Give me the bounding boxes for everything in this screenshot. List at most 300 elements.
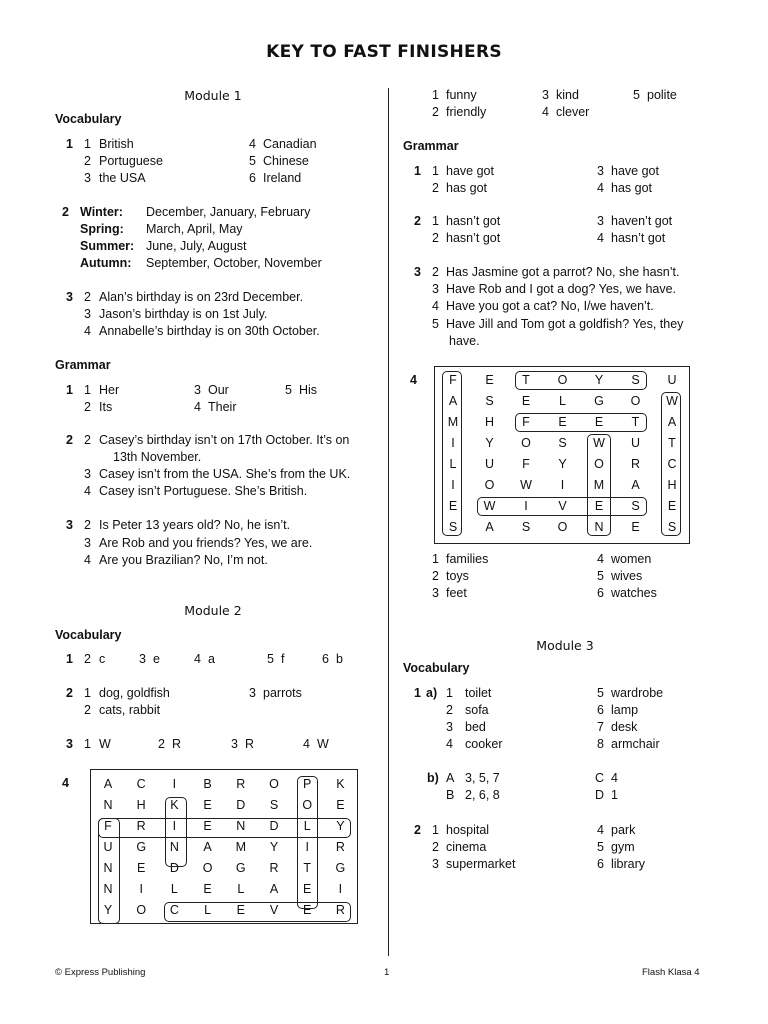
grid-letter: E — [594, 499, 604, 513]
grid-letter: E — [558, 415, 567, 429]
m1v-ex1-number: 1 — [66, 137, 73, 151]
grid-letter: I — [524, 499, 528, 513]
answer-text: friendly — [446, 105, 487, 119]
grid-letter: E — [203, 882, 212, 896]
grid-letter: O — [302, 798, 313, 812]
grid-letter: S — [667, 520, 677, 534]
m2-vocabulary-heading: Vocabulary — [55, 628, 122, 642]
m2-grammar-heading: Grammar — [403, 139, 459, 153]
grid-letter: L — [449, 457, 457, 471]
grid-letter: W — [520, 478, 532, 492]
grid-letter: F — [522, 457, 530, 471]
m3v-ex1-number: 1 — [414, 686, 421, 700]
grid-letter: I — [338, 882, 343, 896]
grid-letter: O — [557, 520, 568, 534]
m1g-ex2-number: 2 — [66, 433, 73, 447]
grid-letter: I — [139, 882, 143, 896]
m3v-ex1-part-a: a) — [426, 686, 438, 700]
season-months: December, January, February — [146, 205, 311, 219]
answer-text: Has Jasmine got a parrot? No, she hasn’t. — [446, 265, 680, 279]
grid-letter: E — [203, 819, 212, 833]
grid-letter: A — [485, 520, 494, 534]
grid-letter: C — [169, 903, 179, 917]
answer-text-continued: have. — [449, 334, 480, 348]
grid-letter: A — [203, 840, 212, 854]
grid-letter: M — [447, 415, 459, 429]
answer-num: 5 — [597, 840, 604, 854]
grid-letter: T — [522, 373, 530, 387]
answer-text: Jason’s birthday is on 1st July. — [99, 307, 268, 321]
answer-text: 4 — [611, 771, 618, 785]
answer-num: 4 — [597, 231, 604, 245]
answer-text: Have Rob and I got a dog? Yes, we have. — [446, 282, 677, 296]
m3-vocabulary-heading: Vocabulary — [403, 661, 470, 675]
answer-num: 5 — [633, 88, 640, 102]
answer-num: 4 — [194, 400, 201, 414]
m2v-ex3-number: 3 — [66, 737, 73, 751]
answer-num: 5 — [267, 652, 274, 666]
season-label: Spring: — [80, 222, 124, 236]
answer-num: 4 — [597, 181, 604, 195]
answer-num: 6 — [322, 652, 329, 666]
grid-letter: I — [172, 777, 177, 791]
answer-num: 5 — [597, 686, 604, 700]
answer-text: W — [99, 737, 111, 751]
answer-text: Our — [208, 383, 229, 397]
answer-num: 2 — [84, 652, 91, 666]
answer-num: C — [595, 771, 605, 785]
grid-letter: S — [448, 520, 458, 534]
answer-num: 4 — [597, 823, 604, 837]
answer-num: 3 — [84, 171, 91, 185]
answer-num: 3 — [542, 88, 549, 102]
grid-letter: M — [235, 840, 246, 854]
answer-num: 4 — [432, 299, 439, 313]
answer-text: hospital — [446, 823, 490, 837]
grid-letter: A — [269, 882, 279, 896]
answer-text: His — [299, 383, 318, 397]
season-months: March, April, May — [146, 222, 243, 236]
answer-num: 2 — [84, 518, 91, 532]
answer-text: parrots — [263, 686, 302, 700]
grid-letter: O — [269, 777, 279, 791]
answer-num: 3 — [597, 164, 604, 178]
answer-text: cats, rabbit — [99, 703, 161, 717]
grid-letter: M — [593, 478, 605, 492]
grid-letter: I — [560, 478, 565, 492]
grid-letter: F — [522, 415, 530, 429]
grid-letter: E — [485, 373, 494, 387]
answer-text: has got — [446, 181, 488, 195]
answer-text: dog, goldfish — [99, 686, 170, 700]
footer-page-number: 1 — [384, 967, 390, 978]
answer-text: have got — [446, 164, 494, 178]
answer-text: f — [281, 652, 285, 666]
module-1-heading: Module 1 — [184, 88, 242, 103]
answer-num: 2 — [432, 231, 439, 245]
grid-letter: W — [483, 499, 496, 513]
answer-text: armchair — [611, 737, 660, 751]
grid-letter: N — [236, 819, 246, 833]
grid-letter: I — [451, 478, 455, 492]
answer-text: R — [172, 737, 182, 751]
answer-num: 2 — [84, 290, 91, 304]
m2v-ex1-number: 1 — [66, 652, 73, 666]
answer-num: 1 — [446, 686, 453, 700]
answer-num: 1 — [432, 214, 439, 228]
grid-letter: E — [336, 798, 345, 812]
grid-letter: L — [237, 882, 245, 896]
answer-num: 4 — [249, 137, 256, 151]
answer-text: cooker — [465, 737, 503, 751]
grid-letter: E — [236, 903, 245, 917]
answer-text: 3, 5, 7 — [465, 771, 500, 785]
season-months: September, October, November — [146, 256, 322, 270]
grid-letter: D — [269, 819, 279, 833]
word-search-grid-adjectives — [90, 769, 358, 924]
grid-letter: Y — [103, 903, 113, 917]
grid-letter: W — [666, 394, 678, 408]
answer-text: kind — [556, 88, 579, 102]
answer-text: gym — [611, 840, 635, 854]
answer-text: Ireland — [263, 171, 302, 185]
answer-num: 3 — [194, 383, 201, 397]
found-word-highlight — [587, 434, 611, 536]
answer-num: 1 — [84, 686, 91, 700]
answer-num: 3 — [84, 536, 91, 550]
grid-letter: U — [630, 436, 641, 450]
grid-letter: U — [484, 457, 495, 471]
grid-letter: T — [668, 436, 676, 450]
page-title: KEY TO FAST FINISHERS — [266, 42, 502, 62]
grid-letter: O — [202, 861, 213, 875]
grid-letter: B — [203, 777, 212, 791]
grid-letter: E — [303, 882, 312, 896]
grid-letter: I — [305, 840, 309, 854]
answer-num: 3 — [432, 857, 439, 871]
grid-letter: E — [667, 499, 677, 513]
module-3-heading: Module 3 — [536, 638, 594, 653]
grid-letter: O — [136, 903, 147, 917]
grid-letter: L — [170, 882, 178, 896]
answer-text: lamp — [611, 703, 639, 717]
grid-letter: T — [631, 415, 640, 429]
season-label: Winter: — [80, 205, 123, 219]
answer-num: 3 — [231, 737, 238, 751]
answer-text: sofa — [465, 703, 489, 717]
answer-num: 4 — [303, 737, 310, 751]
grid-letter: I — [172, 819, 177, 833]
column-divider — [388, 88, 389, 956]
answer-num: 2 — [84, 703, 91, 717]
answer-num: 1 — [432, 164, 439, 178]
answer-text: women — [611, 552, 652, 566]
grid-letter: T — [303, 861, 311, 875]
grid-letter: G — [594, 394, 604, 408]
answer-num: 3 — [432, 282, 439, 296]
answer-num: 1 — [84, 737, 91, 751]
answer-text: haven’t got — [611, 214, 673, 228]
grid-letter: R — [335, 840, 345, 854]
m3v-ex2-number: 2 — [414, 823, 421, 837]
grid-letter: Y — [594, 373, 604, 387]
grid-letter: W — [593, 436, 605, 450]
answer-text: Is Peter 13 years old? No, he isn’t. — [99, 518, 291, 532]
answer-text: hasn’t got — [446, 214, 501, 228]
season-months: June, July, August — [146, 239, 247, 253]
answer-num: 2 — [432, 569, 439, 583]
answer-num: 2 — [446, 703, 453, 717]
m2v-ex4-number: 4 — [62, 776, 69, 790]
grid-letter: R — [269, 861, 279, 875]
answer-num: 2 — [432, 840, 439, 854]
answer-text: R — [245, 737, 255, 751]
grid-letter: D — [169, 861, 179, 875]
grid-letter: O — [521, 436, 531, 450]
answer-num: 3 — [84, 467, 91, 481]
answer-num: 1 — [84, 383, 91, 397]
grid-letter: K — [170, 798, 179, 812]
answer-text: Alan’s birthday is on 23rd December. — [99, 290, 304, 304]
grid-letter: N — [103, 882, 113, 896]
grid-letter: S — [631, 499, 640, 513]
answer-num: 5 — [432, 317, 439, 331]
grid-letter: O — [484, 478, 495, 492]
grid-letter: A — [103, 777, 113, 791]
grid-letter: K — [336, 777, 345, 791]
answer-num: 2 — [432, 105, 439, 119]
answer-num: 4 — [446, 737, 453, 751]
answer-text: have got — [611, 164, 659, 178]
answer-text: feet — [446, 586, 467, 600]
answer-text: Have you got a cat? No, I/we haven’t. — [446, 299, 654, 313]
answer-num: 8 — [597, 737, 604, 751]
answer-text: hasn’t got — [446, 231, 501, 245]
answer-text: b — [336, 652, 343, 666]
grid-letter: H — [667, 478, 677, 492]
grid-letter: A — [631, 478, 640, 492]
answer-num: 4 — [542, 105, 549, 119]
footer-book-title: Flash Klasa 4 — [642, 967, 700, 978]
answer-num: 2 — [84, 400, 91, 414]
answer-text: 2, 6, 8 — [465, 788, 500, 802]
answer-text: e — [153, 652, 160, 666]
grid-letter: S — [521, 520, 531, 534]
answer-text: Her — [99, 383, 120, 397]
word-search-grid-plurals — [434, 366, 690, 544]
m2g-ex2-number: 2 — [414, 214, 421, 228]
answer-text: Portuguese — [99, 154, 163, 168]
grid-letter: G — [235, 861, 246, 875]
answer-text: clever — [556, 105, 590, 119]
m2v-ex2-number: 2 — [66, 686, 73, 700]
grid-letter: D — [236, 798, 246, 812]
answer-num: 6 — [597, 586, 604, 600]
answer-num: 4 — [597, 552, 604, 566]
found-word-highlight — [442, 371, 462, 536]
grid-letter: S — [631, 373, 640, 387]
answer-text: desk — [611, 720, 638, 734]
answer-num: 5 — [597, 569, 604, 583]
grid-letter: S — [558, 436, 567, 450]
answer-text: cinema — [446, 840, 487, 854]
m1-grammar-heading: Grammar — [55, 358, 111, 372]
grid-letter: O — [594, 457, 604, 471]
m2g-ex4-number: 4 — [410, 373, 417, 387]
answer-text: funny — [446, 88, 477, 102]
grid-letter: S — [485, 394, 494, 408]
m1-vocabulary-heading: Vocabulary — [55, 112, 122, 126]
answer-num: 4 — [84, 324, 91, 338]
grid-letter: L — [559, 394, 566, 408]
answer-text: the USA — [99, 171, 146, 185]
grid-letter: R — [136, 819, 146, 833]
m1g-ex1-number: 1 — [66, 383, 73, 397]
answer-text: Their — [208, 400, 237, 414]
grid-letter: G — [136, 840, 147, 854]
answer-text: Are you Brazilian? No, I’m not. — [99, 553, 268, 567]
grid-letter: G — [335, 861, 346, 875]
found-word-highlight — [98, 818, 351, 838]
found-word-highlight — [297, 776, 318, 909]
grid-letter: O — [630, 394, 641, 408]
answer-text: polite — [647, 88, 677, 102]
answer-num: 6 — [597, 703, 604, 717]
grid-letter: S — [269, 798, 279, 812]
season-label: Autumn: — [80, 256, 132, 270]
grid-letter: U — [667, 373, 677, 387]
grid-letter: U — [103, 840, 113, 854]
answer-num: 2 — [84, 154, 91, 168]
module-2-heading: Module 2 — [184, 603, 242, 618]
answer-num: 4 — [84, 484, 91, 498]
answer-text: supermarket — [446, 857, 516, 871]
grid-letter: V — [558, 499, 567, 513]
answer-text: 1 — [611, 788, 618, 802]
answer-num: 4 — [194, 652, 201, 666]
answer-num: 5 — [249, 154, 256, 168]
answer-num: 6 — [249, 171, 256, 185]
found-word-highlight — [661, 392, 681, 536]
m2g-ex3-number: 3 — [414, 265, 421, 279]
m1v-ex3-number: 3 — [66, 290, 73, 304]
answer-num: B — [446, 788, 455, 802]
grid-letter: Y — [336, 819, 345, 833]
grid-letter: N — [169, 840, 179, 854]
answer-text: Casey isn’t from the USA. She’s from the UK. — [99, 467, 351, 481]
answer-text: library — [611, 857, 646, 871]
grid-letter: H — [484, 415, 495, 429]
grid-letter: Y — [558, 457, 567, 471]
answer-text: c — [99, 652, 106, 666]
grid-letter: N — [103, 861, 113, 875]
answer-text: Casey isn’t Portuguese. She’s British. — [99, 484, 308, 498]
answer-text: Casey’s birthday isn’t on 17th October. It’s on — [99, 433, 350, 447]
answer-num: 3 — [249, 686, 256, 700]
answer-text: park — [611, 823, 636, 837]
season-label: Summer: — [80, 239, 135, 253]
found-word-highlight — [477, 497, 647, 516]
answer-text: Chinese — [263, 154, 309, 168]
answer-num: 1 — [432, 552, 439, 566]
grid-letter: O — [557, 373, 568, 387]
grid-letter: P — [303, 777, 312, 791]
grid-letter: R — [236, 777, 246, 791]
grid-letter: E — [594, 415, 604, 429]
m1v-ex2-number: 2 — [62, 205, 69, 219]
answer-text: Its — [99, 400, 113, 414]
grid-letter: A — [667, 415, 677, 429]
answer-num: 4 — [84, 553, 91, 567]
answer-text: hasn’t got — [611, 231, 666, 245]
answer-text: wives — [611, 569, 643, 583]
grid-letter: C — [136, 777, 146, 791]
grid-letter: R — [630, 457, 641, 471]
grid-letter: I — [451, 436, 455, 450]
answer-num: 1 — [84, 137, 91, 151]
answer-num: D — [595, 788, 605, 802]
answer-num: A — [446, 771, 455, 785]
answer-text: toys — [446, 569, 469, 583]
answer-text: toilet — [465, 686, 492, 700]
grid-letter: E — [448, 499, 458, 513]
answer-text: families — [446, 552, 489, 566]
answer-num: 2 — [84, 433, 91, 447]
grid-letter: R — [335, 903, 345, 917]
answer-text-continued: 13th November. — [113, 450, 202, 464]
answer-num: 7 — [597, 720, 604, 734]
answer-num: 1 — [432, 88, 439, 102]
answer-text: wardrobe — [611, 686, 664, 700]
answer-num: 3 — [597, 214, 604, 228]
answer-num: 3 — [432, 586, 439, 600]
m3v-ex1-part-b: b) — [427, 771, 439, 785]
grid-letter: E — [303, 903, 312, 917]
answer-text: bed — [465, 720, 486, 734]
answer-text: has got — [611, 181, 653, 195]
grid-letter: V — [269, 903, 279, 917]
answer-num: 3 — [139, 652, 146, 666]
grid-letter: E — [521, 394, 531, 408]
grid-letter: H — [136, 798, 146, 812]
grid-letter: N — [103, 798, 113, 812]
answer-num: 1 — [432, 823, 439, 837]
answer-num: 2 — [432, 265, 439, 279]
found-word-highlight — [515, 413, 647, 432]
answer-text: Canadian — [263, 137, 317, 151]
grid-letter: N — [594, 520, 604, 534]
grid-letter: L — [303, 819, 311, 833]
answer-num: 2 — [432, 181, 439, 195]
answer-text: Annabelle’s birthday is on 30th October. — [99, 324, 320, 338]
answer-text: a — [208, 652, 215, 666]
footer-copyright: © Express Publishing — [55, 967, 146, 978]
answer-num: 6 — [597, 857, 604, 871]
grid-letter: A — [448, 394, 458, 408]
answer-text: Are Rob and you friends? Yes, we are. — [99, 536, 313, 550]
answer-text: watches — [611, 586, 657, 600]
grid-letter: E — [203, 798, 212, 812]
found-word-highlight — [515, 371, 647, 390]
grid-letter: Y — [485, 436, 494, 450]
answer-text: British — [99, 137, 134, 151]
answer-num: 2 — [158, 737, 165, 751]
grid-letter: E — [631, 520, 640, 534]
answer-num: 3 — [446, 720, 453, 734]
found-word-highlight — [164, 902, 351, 922]
grid-letter: F — [449, 373, 457, 387]
grid-letter: E — [137, 861, 146, 875]
